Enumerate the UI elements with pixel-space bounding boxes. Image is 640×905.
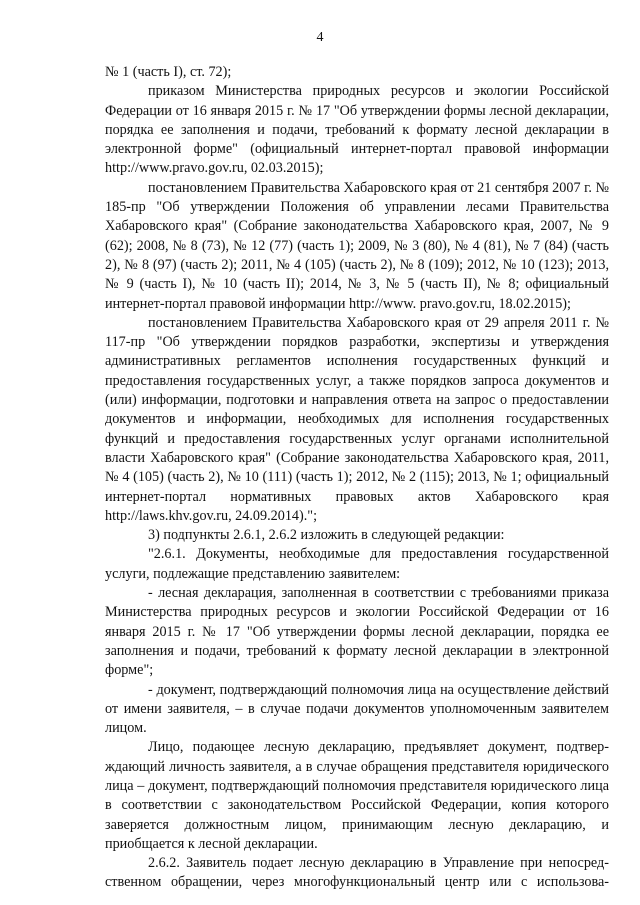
paragraph: "2.6.1. Документы, необходимые для предоставления государственной услуги, подлежащие представлению заявителем: — [105, 546, 609, 582]
document-body — [105, 63, 609, 893]
paragraph: 2.6.2. Заявитель подает лесную декларацию в Управление при непосредственном обращении, через многофункциональный центр или с использова- — [105, 855, 609, 891]
paragraph: Лицо, подающее лесную декларацию, предъявляет документ, подтверждающий личность заявителя, а в случае обращения представителя юридического лица – документ, подтверждающий полномочия представителя юридического лица в соответствии с законодательством Российской Федерации, копия которого заверяется должностным лицом, принимающим лесную декларацию, и приобщается к лесной декларации. — [105, 739, 609, 852]
paragraph: постановлением Правительства Хабаровского края от 29 апреля 2011 г. № 117-пр "Об утверждении порядков разработки, экспертизы и утверждения административных регламентов исполнения государственных функций и предоставления государственных услуг, а также порядков запроса документов и (или) информации, подготовки и направления ответа на запрос о предоставлении документов и информации, необходимых для исполнения государственных функций и предоставления государственных услуг органами исполнительной власти Хабаровского края" (Собрание законодательства Хабаровского края, 2011, № 4 (105) (часть 2), № 10 (111) (часть 1); 2012, № 2 (115); 2013, № 1; официальный интернет-портал нормативных правовых актов Хабаровского края http://laws.khv.gov.ru, 24.09.2014)."; — [105, 314, 609, 524]
paragraph: - документ, подтверждающий полномочия лица на осуществление действий от имени заявителя, – в случае подачи документов уполномоченным заявителем лицом. — [105, 681, 609, 737]
paragraph: № 1 (часть I), ст. 72); — [105, 64, 232, 80]
paragraph: приказом Министерства природных ресурсов и экологии Российской Федерации от 16 января 2015 г. № 17 "Об утверждении формы лесной декларации, порядка ее заполнения и подачи, требований к формату лесной декларации в электронной форме" (официальный интернет-портал правовой информации http://www.pravo.gov.ru, 02.03.2015); — [105, 83, 609, 177]
paragraph: - лесная декларация, заполненная в соответствии с требованиями приказа Министерства природных ресурсов и экологии Российской Федерации от 16 января 2015 г. № 17 "Об утверждении формы лесной декларации, порядка ее заполнения и подачи, требований к формату лесной декларации в электронной форме"; — [105, 585, 609, 679]
page-number: 4 — [316, 30, 324, 45]
paragraph: постановлением Правительства Хабаровского края от 21 сентября 2007 г. № 185-пр "Об утверждении Положения об управлении лесами Правительства Хабаровского края" (Собрание законодательства Хабаровского края, 2007, № 9 (62); 2008, № 8 (73), № 12 (77) (часть 1); 2009, № 3 (80), № 4 (81), № 7 (84) (часть 2), № 8 (97) (часть 2); 2011, № 4 (105) (часть 2), № 8 (109); 2012, № 10 (123); 2013, № 9 (часть I), № 10 (часть II); 2014, № 3, № 5 (часть II), № 8; официальный интернет-портал правовой информации http://www. pravo.gov.ru, 18.02.2015); — [105, 179, 609, 312]
paragraph: 3) подпункты 2.6.1, 2.6.2 изложить в следующей редакции: — [148, 527, 505, 544]
